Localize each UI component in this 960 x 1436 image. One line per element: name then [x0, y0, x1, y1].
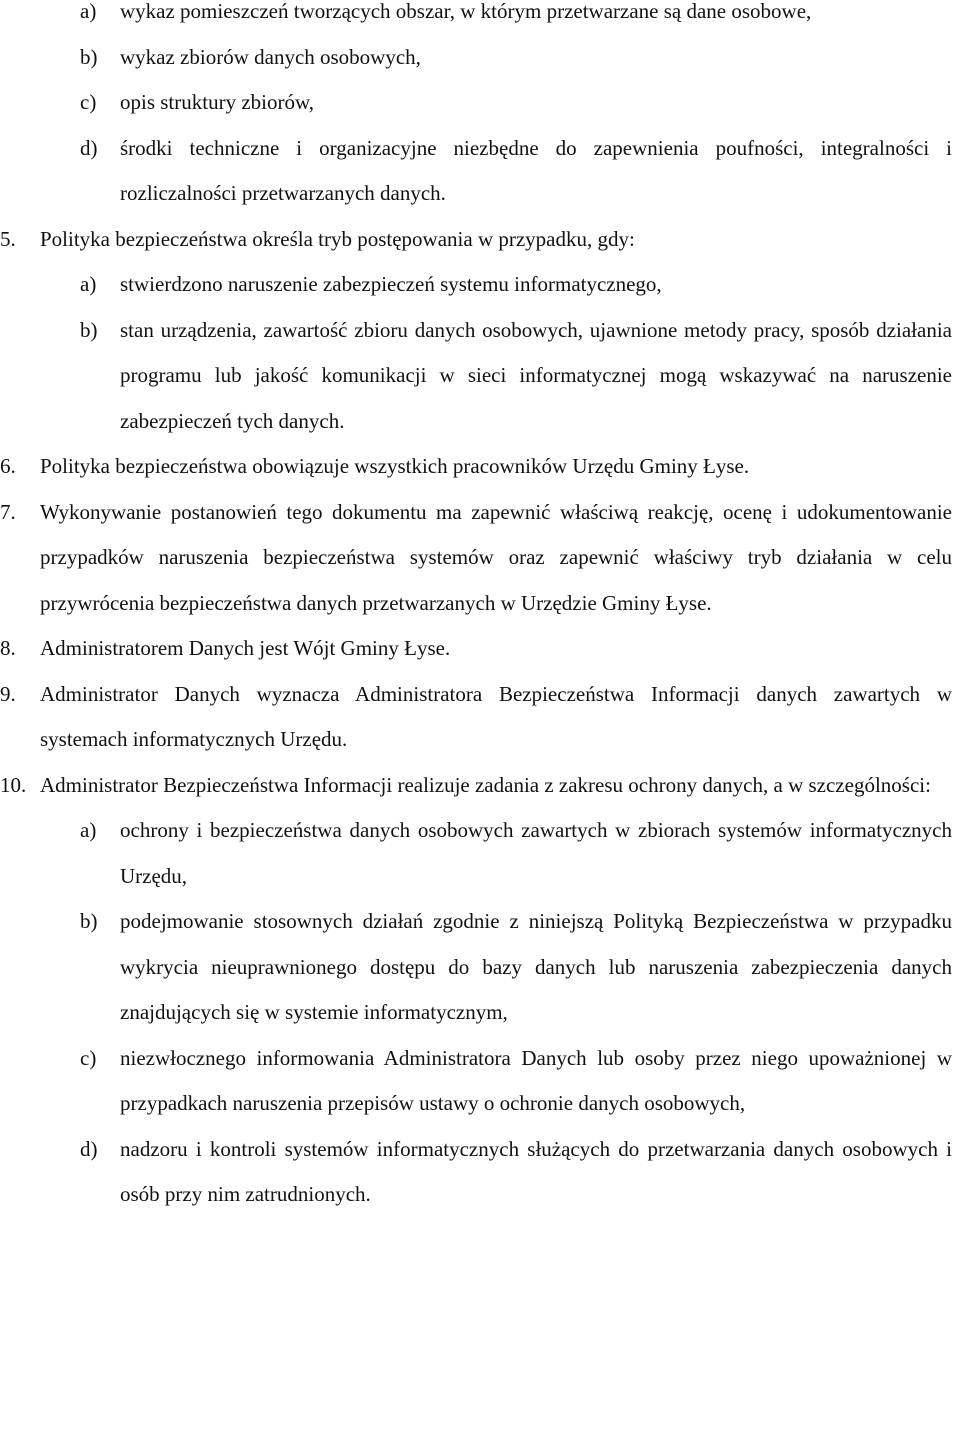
list-label: b) [80, 44, 98, 69]
list-label: b) [80, 909, 98, 933]
list-text: wykaz pomieszczeń tworzących obszar, w którym przetwarzane są dane osobowe, [120, 0, 812, 23]
item-text: Polityka bezpieczeństwa obowiązuje wszystkich pracowników Urzędu Gminy Łyse. [40, 454, 750, 478]
list-text: niezwłocznego informowania Administratora Danych lub osoby przez niego upoważnionej w przypadkach naruszenia przepisów ustawy o ochronie danych osobowych, [120, 1045, 952, 1115]
item-number: 7. [0, 499, 16, 524]
item-text: Wykonywanie postanowień tego dokumentu ma zapewnić właściwą reakcję, ocenę i udokumentowanie przypadków naruszenia bezpieczeństwa systemów oraz zapewnić właściwy tryb działania w celu przywrócenia bezpieczeństwa danych przetwarzanych w Urzędzie Gminy Łyse. [40, 499, 952, 615]
list-label: c) [80, 1045, 97, 1070]
list-label: b) [80, 317, 98, 342]
list-text: podejmowanie stosownych działań zgodnie z niniejszą Polityką Bezpieczeństwa w przypadku wykrycia nieuprawnionego dostępu do bazy danych lub naruszenia zabezpieczenia danych znajdujących się w systemie informatycznym, [120, 909, 952, 1024]
numbered-item-6 [0, 444, 960, 490]
list-item-b [0, 35, 960, 81]
item-number: 6. [0, 454, 16, 478]
list-text: opis struktury zbiorów, [120, 90, 315, 114]
numbered-item-10 [0, 763, 960, 809]
numbered-item-9 [0, 672, 960, 763]
list-label: a) [80, 818, 97, 842]
item-number: 8. [0, 636, 16, 660]
list-label: d) [80, 1136, 98, 1161]
list-item-d [0, 126, 960, 217]
list-item-b [0, 308, 960, 445]
list-item-c [0, 1036, 960, 1127]
list-label: a) [80, 0, 97, 23]
item-text: Administrator Bezpieczeństwa Informacji realizuje zadania z zakresu ochrony danych, a w szczególności: [40, 772, 931, 797]
numbered-item-5 [0, 217, 960, 263]
list-item-d [0, 1127, 960, 1218]
list-label: d) [80, 135, 98, 160]
item-text: Administratorem Danych jest Wójt Gminy Łyse. [40, 636, 451, 660]
item-text: Administrator Danych wyznacza Administratora Bezpieczeństwa Informacji danych zawartych w systemach informatycznych Urzędu. [40, 681, 952, 751]
list-text: stan urządzenia, zawartość zbioru danych osobowych, ujawnione metody pracy, sposób działania programu lub jakość komunikacji w sieci informatycznej mogą wskazywać na naruszenie zabezpieczeń tych danych. [120, 317, 952, 433]
numbered-item-8 [0, 626, 960, 672]
numbered-item-7 [0, 490, 960, 627]
list-item-a [0, 0, 960, 35]
list-item-a [0, 808, 960, 899]
item-text: Polityka bezpieczeństwa określa tryb postępowania w przypadku, gdy: [40, 226, 635, 251]
item-number: 5. [0, 226, 16, 251]
list-label: a) [80, 272, 97, 296]
list-text: nadzoru i kontroli systemów informatycznych służących do przetwarzania danych osobowych i osób przy nim zatrudnionych. [120, 1136, 952, 1206]
list-text: ochrony i bezpieczeństwa danych osobowych zawartych w zbiorach systemów informatycznych Urzędu, [120, 818, 952, 888]
item-number: 9. [0, 681, 16, 706]
list-item-c [0, 80, 960, 126]
list-item-b [0, 899, 960, 1036]
list-label: c) [80, 90, 97, 114]
list-text: środki techniczne i organizacyjne niezbędne do zapewnienia poufności, integralności i rozliczalności przetwarzanych danych. [120, 135, 952, 205]
item-number: 10. [0, 772, 27, 797]
list-text: stwierdzono naruszenie zabezpieczeń systemu informatycznego, [120, 272, 662, 296]
list-text: wykaz zbiorów danych osobowych, [120, 44, 421, 69]
list-item-a [0, 262, 960, 308]
